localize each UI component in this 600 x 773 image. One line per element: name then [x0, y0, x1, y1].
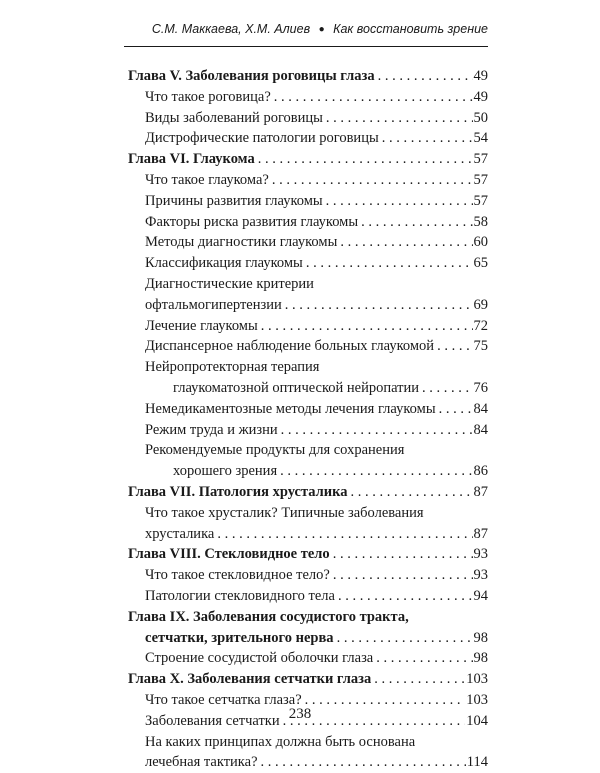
toc-entry-title: Глава VII. Патология хрусталика — [128, 483, 348, 500]
toc-entry — [128, 253, 488, 274]
toc-entry-title: сетчатки, зрительного нерва — [145, 629, 334, 646]
toc-entry-page: 49 — [473, 68, 488, 84]
toc-entry-title: Что такое роговица? — [145, 88, 271, 105]
header-rule — [124, 46, 488, 47]
toc-entry-title: Классификация глаукомы — [145, 255, 303, 272]
toc-entry-page: 69 — [473, 296, 488, 313]
dot-leader — [274, 87, 473, 108]
toc-entry-page: 60 — [473, 234, 488, 251]
dot-leader — [333, 544, 473, 565]
dot-leader — [326, 108, 473, 129]
toc-entry-page: 93 — [473, 567, 488, 584]
toc-chapter-entry — [128, 628, 488, 649]
toc-entry — [128, 461, 488, 482]
toc-entry-title: глаукоматозной оптической нейропатии — [173, 379, 420, 396]
dot-leader — [376, 648, 472, 669]
toc-entry-page: 98 — [473, 629, 488, 646]
toc-entry — [128, 87, 488, 108]
dot-leader — [337, 628, 473, 649]
header-book-title: Как восстановить зрение — [333, 22, 488, 36]
toc-entry — [128, 336, 488, 357]
header-authors: С.М. Маккаева, Х.М. Алиев — [151, 22, 311, 36]
dot-leader — [338, 586, 473, 607]
toc-entry-title: Методы диагностики глаукомы — [145, 234, 338, 251]
toc-entry — [128, 316, 488, 337]
toc-entry — [128, 503, 488, 524]
dot-leader — [280, 461, 472, 482]
toc-entry — [128, 378, 488, 399]
toc-entry-title: офтальмогипертензии — [145, 296, 282, 313]
toc-entry — [128, 108, 488, 129]
toc-entry — [128, 440, 488, 461]
toc-entry-page: 94 — [473, 587, 488, 604]
toc-entry-page: 84 — [473, 421, 488, 438]
toc-entry — [128, 191, 488, 212]
toc-entry-title: Заболевания сетчатки — [145, 712, 280, 729]
toc-entry-title: Немедикаментозные методы лечения глаукомы — [145, 400, 436, 417]
toc-entry — [128, 357, 488, 378]
toc-entry-page: 103 — [466, 691, 488, 708]
toc-entry-page: 87 — [473, 525, 488, 542]
toc-chapter-entry — [128, 544, 488, 565]
toc-entry-page: 84 — [473, 400, 488, 417]
toc-entry — [128, 399, 488, 420]
toc-entry-title: Факторы риска развития глаукомы — [145, 213, 359, 230]
toc-entry-page: 57 — [473, 192, 488, 209]
page-number: 238 — [288, 706, 312, 722]
toc-entry-title: лечебная тактика? — [145, 754, 258, 771]
toc-entry-title: Что такое хрусталик? Типичные заболевания — [145, 504, 424, 521]
dot-leader — [422, 378, 472, 399]
toc-entry-title: Глава V. Заболевания роговицы глаза — [128, 68, 375, 84]
dot-leader — [306, 253, 473, 274]
toc-chapter-entry — [128, 669, 488, 690]
toc-entry-page: 58 — [473, 213, 488, 230]
toc-entry-title: хрусталика — [145, 525, 215, 542]
toc-entry-page: 57 — [473, 171, 488, 188]
toc-entry — [128, 170, 488, 191]
running-header — [130, 22, 488, 36]
dot-leader — [361, 212, 472, 233]
toc-entry-title: Режим труда и жизни — [145, 421, 278, 438]
toc-entry-title: Глава VI. Глаукома — [128, 151, 255, 168]
toc-entry-title: Что такое глаукома? — [145, 171, 269, 188]
dot-leader — [326, 191, 473, 212]
toc-entry — [128, 420, 488, 441]
toc-entry-title: Лечение глаукомы — [145, 317, 258, 334]
toc-entry — [128, 274, 488, 295]
toc-entry — [128, 295, 488, 316]
toc-entry-title: Глава X. Заболевания сетчатки глаза — [128, 671, 372, 688]
toc-entry-page: 86 — [473, 463, 488, 480]
toc-entry-title: Что такое стекловидное тело? — [145, 567, 330, 584]
toc-entry — [128, 586, 488, 607]
dot-leader — [285, 295, 473, 316]
table-of-contents — [128, 66, 488, 773]
toc-entry — [128, 752, 488, 773]
toc-entry — [128, 524, 488, 545]
toc-chapter-entry — [128, 482, 488, 503]
toc-entry-page: 93 — [473, 546, 488, 563]
toc-entry-title: Строение сосудистой оболочки глаза — [145, 650, 374, 667]
toc-entry-page: 104 — [466, 712, 488, 729]
toc-entry — [128, 648, 488, 669]
dot-leader — [333, 565, 473, 586]
toc-entry-page: 50 — [473, 109, 488, 126]
toc-entry — [128, 565, 488, 586]
toc-entry — [128, 732, 488, 753]
toc-entry-page: 76 — [473, 379, 488, 396]
dot-leader — [261, 752, 466, 773]
toc-chapter-entry — [128, 66, 488, 87]
toc-entry-page: 72 — [473, 317, 488, 334]
dot-leader — [351, 482, 473, 503]
toc-entry — [128, 232, 488, 253]
toc-entry-page: 103 — [466, 671, 488, 688]
dot-leader — [272, 170, 473, 191]
toc-entry-title: хорошего зрения — [173, 463, 278, 480]
toc-entry-title: Диспансерное наблюдение больных глаукомой — [145, 338, 435, 355]
toc-entry-title: Рекомендуемые продукты для сохранения — [145, 442, 405, 459]
toc-entry-title: Что такое сетчатка глаза? — [145, 691, 302, 708]
toc-entry-title: Дистрофические патологии роговицы — [145, 130, 379, 147]
dot-leader — [439, 399, 473, 420]
toc-chapter-entry — [128, 607, 488, 628]
toc-entry-title: Причины развития глаукомы — [145, 192, 323, 209]
toc-entry-title: Виды заболеваний роговицы — [145, 109, 323, 126]
toc-entry-page: 49 — [473, 88, 488, 105]
dot-leader — [340, 232, 472, 253]
dot-leader — [217, 524, 472, 545]
toc-entry-page: 98 — [473, 650, 488, 667]
dot-leader — [378, 66, 473, 87]
toc-entry-page: 87 — [473, 483, 488, 500]
dot-leader — [281, 420, 473, 441]
dot-leader — [261, 316, 473, 337]
toc-entry-title: Патологии стекловидного тела — [145, 587, 335, 604]
dot-leader — [437, 336, 472, 357]
toc-entry — [128, 212, 488, 233]
toc-entry-title: Нейропротекторная терапия — [145, 359, 320, 376]
dot-leader — [382, 128, 473, 149]
dot-leader — [258, 149, 473, 170]
dot-leader — [374, 669, 465, 690]
toc-entry-page: 57 — [473, 151, 488, 168]
bullet-separator-icon: ● — [318, 24, 325, 35]
toc-entry-title: Глава IX. Заболевания сосудистого тракта, — [128, 608, 409, 625]
toc-entry-page: 75 — [473, 338, 488, 355]
toc-entry-title: Глава VIII. Стекловидное тело — [128, 546, 330, 563]
toc-entry-page: 54 — [473, 130, 488, 147]
toc-entry-title: Диагностические критерии — [145, 275, 314, 292]
toc-entry-title: На каких принципах должна быть основана — [145, 733, 416, 750]
toc-entry-page: 114 — [466, 754, 488, 771]
toc-chapter-entry — [128, 149, 488, 170]
toc-entry — [128, 128, 488, 149]
toc-entry-page: 65 — [473, 255, 488, 272]
